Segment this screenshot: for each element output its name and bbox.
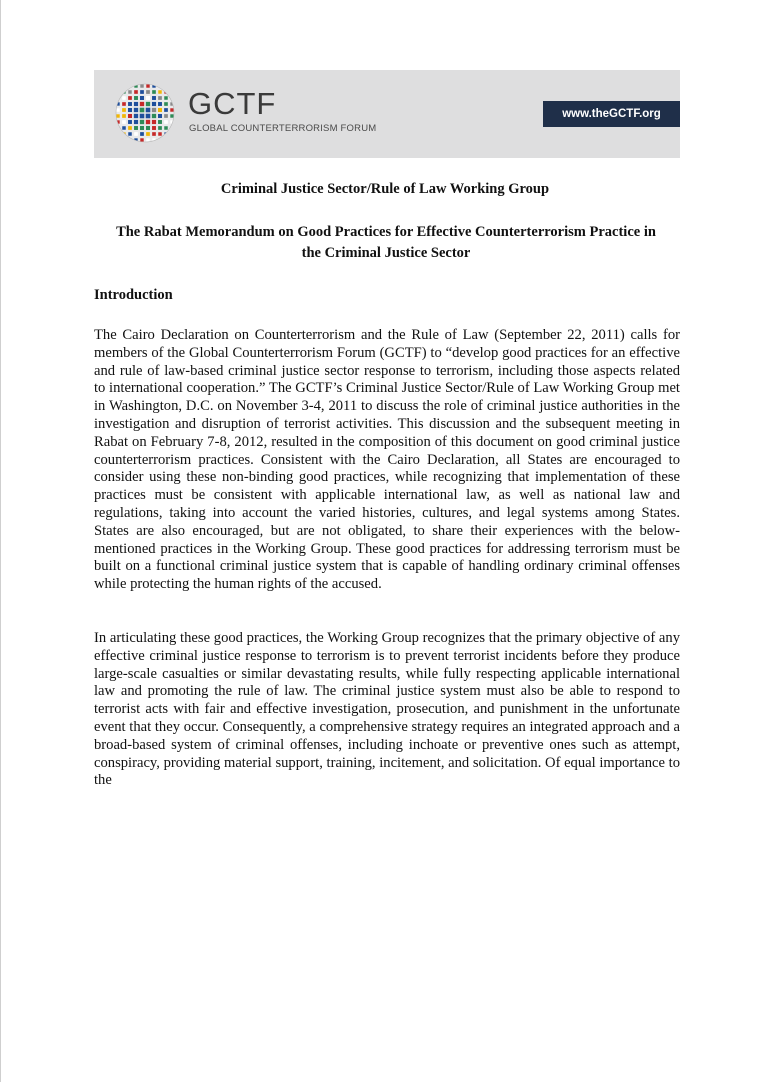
logo-tile xyxy=(164,108,168,112)
working-group-title: Criminal Justice Sector/Rule of Law Working Group xyxy=(220,181,550,197)
logo-tile xyxy=(116,114,119,117)
logo-tile xyxy=(140,114,145,119)
logo-tile xyxy=(158,114,162,118)
logo-tile xyxy=(140,108,145,113)
logo-tile xyxy=(152,114,156,118)
logo-tile xyxy=(134,102,138,106)
logo-tile xyxy=(140,90,144,94)
document-title: The Rabat Memorandum on Good Practices for Effective Counterterrorism Practice in the Criminal Justice Sector xyxy=(116,224,656,261)
logo-tile xyxy=(146,114,151,119)
logo-tile xyxy=(140,84,143,87)
section-heading: Introduction xyxy=(94,287,173,303)
website-link[interactable]: www.theGCTF.org xyxy=(543,101,680,127)
logo-tile xyxy=(158,120,162,124)
intro-paragraph-1: The Cairo Declaration on Counterterrorism and the Rule of Law (September 22, 2011) calls for members of the Global Counterterrorism Forum (GCTF) to “develop good practices for an effective and rule of law-based criminal justice sector response to terrorism, including those aspects related to international cooperation.” The GCTF’s Criminal Justice Sector/Rule of Law Working Group met in Washington, D.C. on November 3-4, 2011 to discuss the role of criminal justice authorities in the investigation and disruption of terrorist activities. This discussion and the subsequent meeting in Rabat on February 7-8, 2012, resulted in the composition of this document on good criminal justice counterterrorism practices. Consistent with the Cairo Declaration, all States are encouraged to consider using these non-binding good practices, while recognizing that implementation of these practices must be consistent with applicable international law, as well as national law and regulations, taking into account the varied histories, cultures, and legal systems among States. States are also encouraged, but are not obligated, to share their experiences with the below-mentioned practices in the Working Group. These good practices for addressing terrorism must be built on a functional criminal justice system that is capable of handling ordinary criminal offenses while protecting the human rights of the accused. xyxy=(94,327,680,593)
logo-tile xyxy=(134,96,138,100)
logo-tile xyxy=(164,120,168,124)
logo-tile xyxy=(170,114,173,117)
header-banner xyxy=(94,70,680,158)
logo-tile xyxy=(146,102,150,106)
logo-tile xyxy=(134,132,138,136)
logo-tile xyxy=(158,90,162,94)
logo-tile xyxy=(146,126,150,130)
logo-tile xyxy=(158,102,162,106)
logo-subtitle: GLOBAL COUNTERTERRORISM FORUM xyxy=(189,123,377,134)
logo-tile xyxy=(128,102,132,106)
logo-tile xyxy=(140,132,144,136)
logo-wordmark: GCTF xyxy=(188,86,277,121)
logo-tile xyxy=(158,96,162,100)
logo-tile xyxy=(140,120,144,124)
logo-tile xyxy=(146,96,150,100)
logo-tile xyxy=(158,108,162,112)
logo-tile xyxy=(152,102,156,106)
logo-tile xyxy=(128,90,132,94)
logo-tile xyxy=(134,90,138,94)
logo-tile xyxy=(128,108,132,112)
logo-tile xyxy=(122,102,126,106)
logo-tile xyxy=(134,108,138,112)
logo-tile xyxy=(146,90,150,94)
logo-tile xyxy=(116,108,119,111)
logo-tile xyxy=(128,126,132,130)
intro-paragraph-2: In articulating these good practices, the Working Group recognizes that the primary objective of any effective criminal justice response to terrorism is to prevent terrorist incidents before they produce large-scale casualties or similar devastating results, while fully respecting applicable international law and promoting the rule of law. The criminal justice system must also be able to respond to terrorist acts with fair and effective investigation, prosecution, and punishment in the unfortunate event that they occur. Consequently, a comprehensive strategy requires an integrated approach and a broad-based system of criminal offenses, including inchoate or preventive ones such as attempt, conspiracy, providing material support, training, incitement, and solicitation. Of equal importance to the xyxy=(94,630,680,789)
logo-tile xyxy=(122,126,126,130)
logo-tile xyxy=(164,114,168,118)
logo-tile xyxy=(164,126,168,130)
logo-tile xyxy=(158,132,162,136)
logo-tile xyxy=(134,120,138,124)
logo-tile xyxy=(146,120,150,124)
logo-tile xyxy=(152,90,156,94)
logo-tile xyxy=(170,108,173,111)
logo-tile xyxy=(158,126,162,130)
gctf-globe-logo-icon xyxy=(115,83,175,143)
logo-tile xyxy=(152,120,156,124)
logo-tile xyxy=(128,132,132,136)
logo-tile xyxy=(134,126,138,130)
logo-tile xyxy=(140,102,144,106)
logo-tile xyxy=(146,138,149,141)
logo-tile xyxy=(152,132,156,136)
logo-tile xyxy=(134,114,138,118)
logo-tile xyxy=(152,108,156,112)
logo-tile xyxy=(164,102,168,106)
logo-tile xyxy=(122,108,126,112)
logo-tile xyxy=(140,126,144,130)
logo-tile xyxy=(152,96,156,100)
logo-tile xyxy=(164,96,168,100)
logo-tile xyxy=(128,114,132,118)
logo-tile xyxy=(122,120,126,124)
logo-tile xyxy=(146,132,150,136)
logo-tile xyxy=(128,120,132,124)
logo-tile xyxy=(122,96,126,100)
logo-tile xyxy=(128,96,132,100)
logo-tile xyxy=(140,138,143,141)
logo-tile xyxy=(146,84,149,87)
logo-tile xyxy=(152,126,156,130)
logo-tile xyxy=(122,114,126,118)
logo-tile xyxy=(140,96,144,100)
logo-tile xyxy=(146,108,151,113)
